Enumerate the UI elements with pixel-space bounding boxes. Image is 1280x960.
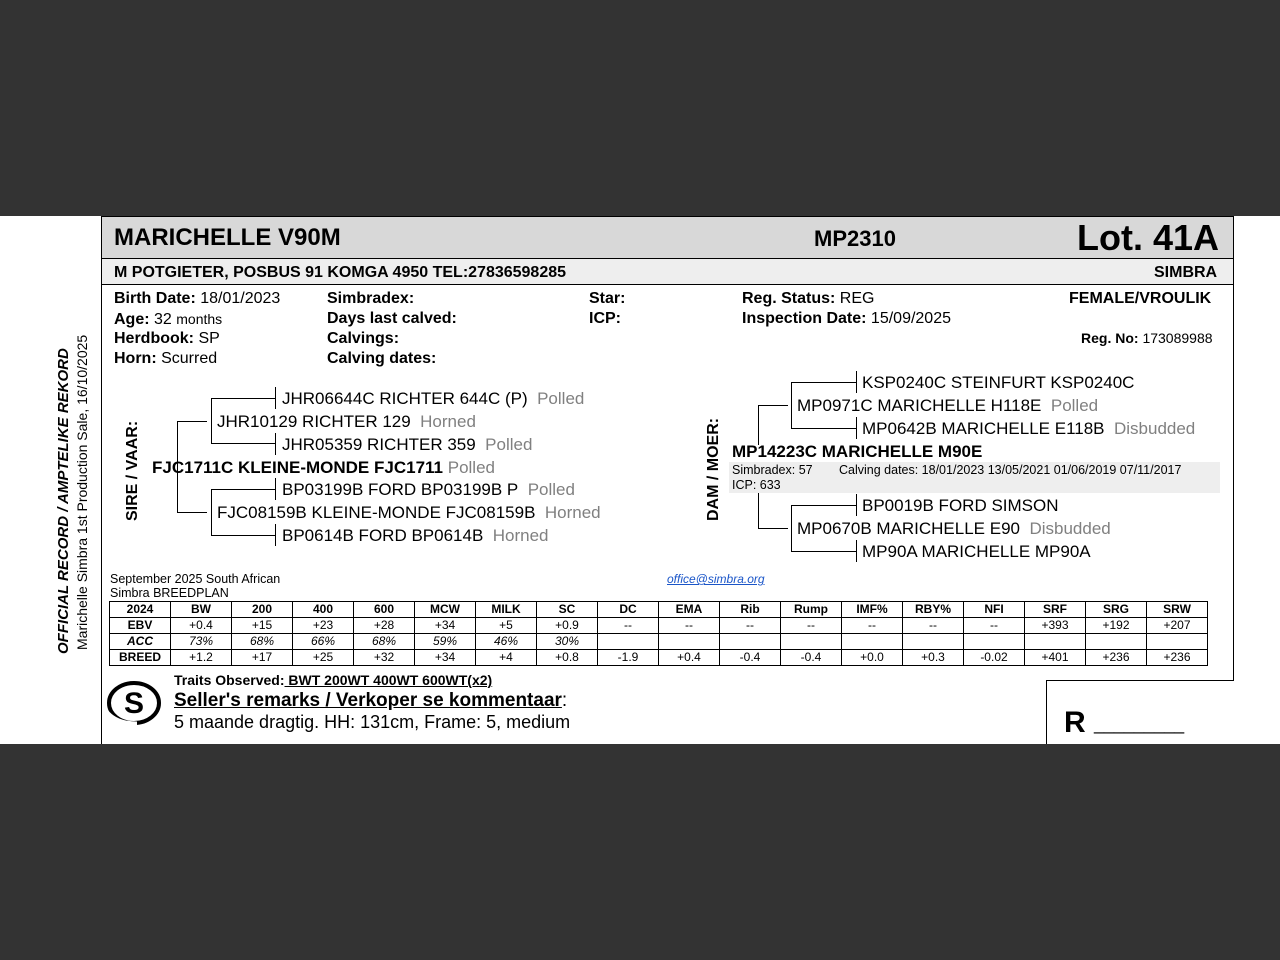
ebv-cell: +207 [1147, 618, 1208, 634]
breed-cell: +0.0 [842, 650, 903, 666]
breed-cell: -0.4 [720, 650, 781, 666]
dam-icp: ICP: 633 [732, 478, 781, 492]
tick [275, 387, 276, 409]
reg-status-label: Reg. Status: [742, 290, 836, 307]
ebv-cell: +192 [1086, 618, 1147, 634]
sire-bracket-bottom [177, 512, 207, 513]
calving-dates-label: Calving dates: [327, 350, 437, 367]
dam-sire-bracket [791, 382, 792, 428]
pedigree-horn: Polled [485, 435, 533, 454]
sire-sire-bracket [211, 398, 212, 443]
ebv-header-cell: DC [598, 602, 659, 618]
reg-status-value: REG [839, 290, 875, 307]
calvings-label: Calvings: [327, 330, 400, 347]
age-value: 32 [154, 311, 172, 328]
dam-sire-dam [862, 420, 1195, 438]
pedigree-name: MP0971C MARICHELLE H118E [797, 396, 1042, 415]
dam-dam-dam [862, 543, 1091, 561]
ebv-header-cell: RBY% [903, 602, 964, 618]
acc-cell: 73% [171, 634, 232, 650]
breed-cell: +0.4 [659, 650, 720, 666]
sale-caption: Marichelle Simbra 1st Production Sale, 16/10/2025 [74, 334, 90, 650]
ebv-header-cell: MCW [415, 602, 476, 618]
breed-row [110, 650, 1208, 666]
herdbook [114, 330, 220, 348]
acc-cell [842, 634, 903, 650]
pedigree-name: KSP0240C STEINFURT KSP0240C [862, 373, 1135, 392]
remarks-label: Seller's remarks / Verkoper se kommentaar [174, 690, 562, 711]
pedigree-horn: Horned [420, 412, 476, 431]
logo-letter: S [124, 687, 145, 720]
breed-cell: +4 [476, 650, 537, 666]
ebv-cell: -- [720, 618, 781, 634]
dam-name: MP14223C MARICHELLE M90E [732, 442, 983, 461]
acc-cell: 68% [354, 634, 415, 650]
ebv-header-cell: IMF% [842, 602, 903, 618]
dam-calving-dates: Calving dates: 18/01/2023 13/05/2021 01/06/2019 07/11/2017 [839, 463, 1182, 477]
sire-dam-dam [282, 527, 549, 545]
ebv-cell: -- [842, 618, 903, 634]
acc-cell: 66% [293, 634, 354, 650]
ebv-cell: +0.4 [171, 618, 232, 634]
breed-cell: +1.2 [171, 650, 232, 666]
breed-cell: +0.8 [537, 650, 598, 666]
horn-value: Scurred [161, 350, 218, 367]
inspection-date [742, 310, 951, 328]
sire-sire [217, 413, 476, 431]
reg-status [742, 290, 874, 308]
email-link[interactable]: office@simbra.org [667, 572, 765, 586]
sex: FEMALE/VROULIK [1069, 290, 1212, 307]
dam-sire [797, 397, 1098, 415]
birth-date-label: Birth Date: [114, 290, 196, 307]
acc-cell [964, 634, 1025, 650]
ebv-header-cell: MILK [476, 602, 537, 618]
inspection-label: Inspection Date: [742, 310, 867, 327]
breed-cell: +34 [415, 650, 476, 666]
sire-label: SIRE / VAAR: [124, 420, 141, 521]
ebv-header-cell: 400 [293, 602, 354, 618]
animal-id: MP2310 [814, 226, 896, 251]
reg-no [1081, 330, 1213, 346]
ebv-header-cell: Rump [781, 602, 842, 618]
simbradex-label: Simbradex: [327, 290, 415, 307]
pedigree-horn: Disbudded [1113, 419, 1196, 438]
official-record-caption: OFFICIAL RECORD / AMPTELIKE REKORD [55, 348, 72, 654]
dam-bracket-bottom [758, 492, 759, 528]
pedigree-name: BP03199B FORD BP03199B P [282, 480, 519, 499]
pedigree-name: FJC1711C KLEINE-MONDE FJC1711 [152, 458, 443, 477]
sire-bracket-top [177, 421, 207, 422]
remarks-text: 5 maande dragtig. HH: 131cm, Frame: 5, medium [174, 712, 571, 732]
breed-cell: -1.9 [598, 650, 659, 666]
tick [856, 494, 857, 516]
dam-dam-sire [862, 497, 1059, 515]
horn [114, 350, 217, 368]
row-label: BREED [110, 650, 171, 666]
traits-value: BWT 200WT 400WT 600WT(x2) [284, 672, 493, 688]
sire-dam-top [211, 489, 275, 490]
sire-dam [217, 504, 601, 522]
sire-dam-bottom [211, 535, 275, 536]
r-label: R [1064, 706, 1086, 739]
traits-observed [174, 672, 492, 688]
breed-cell: +0.3 [903, 650, 964, 666]
animal-name: MARICHELLE V90M [114, 224, 341, 251]
breed-cell: -0.4 [781, 650, 842, 666]
ebv-header-cell: SC [537, 602, 598, 618]
lot-number: Lot. 41A [1077, 217, 1220, 258]
pedigree-horn: Polled [527, 480, 575, 499]
breeder-info: M POTGIETER, POSBUS 91 KOMGA 4950 TEL:27836598285 [114, 264, 567, 281]
ebv-cell: +0.9 [537, 618, 598, 634]
breed-cell: +236 [1147, 650, 1208, 666]
sire-sire-bottom [211, 443, 275, 444]
sire-name [152, 459, 495, 477]
pedigree-horn: Disbudded [1029, 519, 1111, 538]
ebv-cell: +34 [415, 618, 476, 634]
pedigree-name: MP90A MARICHELLE MP90A [862, 542, 1091, 561]
ebv-table [109, 601, 1208, 666]
ebv-header-cell: SRW [1147, 602, 1208, 618]
acc-cell [903, 634, 964, 650]
pedigree-horn: Polled [447, 458, 495, 477]
age [114, 310, 222, 329]
acc-cell: 59% [415, 634, 476, 650]
age-label: Age: [114, 311, 150, 328]
ebv-header-row [110, 602, 1208, 618]
remarks-colon: : [561, 690, 568, 711]
acc-cell: 68% [232, 634, 293, 650]
tick [275, 524, 276, 546]
breed-cell: +401 [1025, 650, 1086, 666]
ebv-header-cell: 200 [232, 602, 293, 618]
acc-cell [1086, 634, 1147, 650]
dam-dam [797, 520, 1111, 538]
ebv-cell: +5 [476, 618, 537, 634]
breed-cell: +17 [232, 650, 293, 666]
pedigree-name: MP0642B MARICHELLE E118B [862, 419, 1105, 438]
icp-label: ICP: [589, 310, 621, 327]
ebv-header-cell: SRF [1025, 602, 1086, 618]
breed-cell: -0.02 [964, 650, 1025, 666]
tick [275, 433, 276, 455]
breed-cell: +25 [293, 650, 354, 666]
dam-sire-sire [862, 374, 1134, 392]
remarks-heading [174, 690, 567, 712]
dam-bracket-bottom-h [758, 528, 788, 529]
pedigree-horn: Polled [1050, 396, 1099, 415]
ebv-header-cell: NFI [964, 602, 1025, 618]
dam-bracket-top [758, 405, 759, 445]
dam-sire-bottom [791, 428, 856, 429]
acc-cell [720, 634, 781, 650]
inspection-value: 15/09/2025 [870, 310, 951, 327]
row-label: EBV [110, 618, 171, 634]
ebv-row [110, 618, 1208, 634]
acc-cell [598, 634, 659, 650]
dam-dam-bracket [791, 505, 792, 551]
ebv-header-cell: Rib [720, 602, 781, 618]
herdbook-label: Herdbook: [114, 330, 194, 347]
horn-label: Horn: [114, 350, 157, 367]
pedigree-name: BP0614B FORD BP0614B [282, 526, 484, 545]
tick [856, 540, 857, 562]
breed-cell: +236 [1086, 650, 1147, 666]
pedigree-horn: Horned [492, 526, 549, 545]
sire-dam-sire [282, 481, 575, 499]
ebv-cell: -- [598, 618, 659, 634]
sire-sire-top [211, 398, 275, 399]
ebv-cell: +23 [293, 618, 354, 634]
acc-cell [1025, 634, 1086, 650]
sire-dam-bracket [211, 489, 212, 535]
dam-sire-top [791, 382, 856, 383]
ebv-header-cell: EMA [659, 602, 720, 618]
ebv-cell: +28 [354, 618, 415, 634]
pedigree-name: BP0019B FORD SIMSON [862, 496, 1059, 515]
star-label: Star: [589, 290, 626, 307]
ebv-header-cell: BW [171, 602, 232, 618]
herdbook-value: SP [198, 330, 220, 347]
sire-sire-dam [282, 436, 532, 454]
acc-cell [1147, 634, 1208, 650]
row-label: 2024 [110, 602, 171, 618]
birth-date-value: 18/01/2023 [200, 290, 281, 307]
dam-simbradex: Simbradex: 57 [732, 463, 813, 477]
ebv-header-cell: 600 [354, 602, 415, 618]
pedigree-name: JHR10129 RICHTER 129 [217, 412, 411, 431]
ebv-cell: +393 [1025, 618, 1086, 634]
row-label: ACC [110, 634, 171, 650]
simbra-logo-icon [103, 678, 161, 730]
pedigree-name: FJC08159B KLEINE-MONDE FJC08159B [217, 503, 536, 522]
breed-cell: +32 [354, 650, 415, 666]
pedigree-name: JHR06644C RICHTER 644C (P) [282, 389, 528, 408]
traits-label: Traits Observed: [174, 672, 285, 688]
ebv-cell: -- [659, 618, 720, 634]
tick [856, 371, 857, 393]
breed-name: SIMBRA [1154, 264, 1218, 281]
ebv-cell: +15 [232, 618, 293, 634]
breedplan-line2: Simbra BREEDPLAN [110, 586, 229, 600]
ebv-header-cell: SRG [1086, 602, 1147, 618]
r-line[interactable]: _________ [1094, 714, 1185, 734]
acc-cell: 46% [476, 634, 537, 650]
ebv-cell: -- [781, 618, 842, 634]
reg-no-label: Reg. No: [1081, 330, 1139, 346]
dam-label: DAM / MOER: [705, 417, 722, 521]
birth-date [114, 290, 280, 308]
pedigree-name: MP0670B MARICHELLE E90 [797, 519, 1020, 538]
dam-dam-bottom [791, 551, 856, 552]
ebv-cell: -- [903, 618, 964, 634]
dam-dam-top [791, 505, 856, 506]
sire-sire-sire [282, 390, 584, 408]
tick [856, 417, 857, 439]
ebv-cell: -- [964, 618, 1025, 634]
acc-cell [781, 634, 842, 650]
pedigree-horn: Polled [537, 389, 585, 408]
acc-cell: 30% [537, 634, 598, 650]
acc-cell [659, 634, 720, 650]
days-calved-label: Days last calved: [327, 310, 457, 327]
acc-row [110, 634, 1208, 650]
reg-no-value: 173089988 [1142, 330, 1213, 346]
dam-bracket-top-h [758, 405, 788, 406]
tick [275, 478, 276, 500]
age-unit: months [176, 311, 223, 327]
breedplan-line1: September 2025 South African [110, 572, 281, 586]
pedigree-horn: Horned [544, 503, 601, 522]
pedigree-name: JHR05359 RICHTER 359 [282, 435, 476, 454]
